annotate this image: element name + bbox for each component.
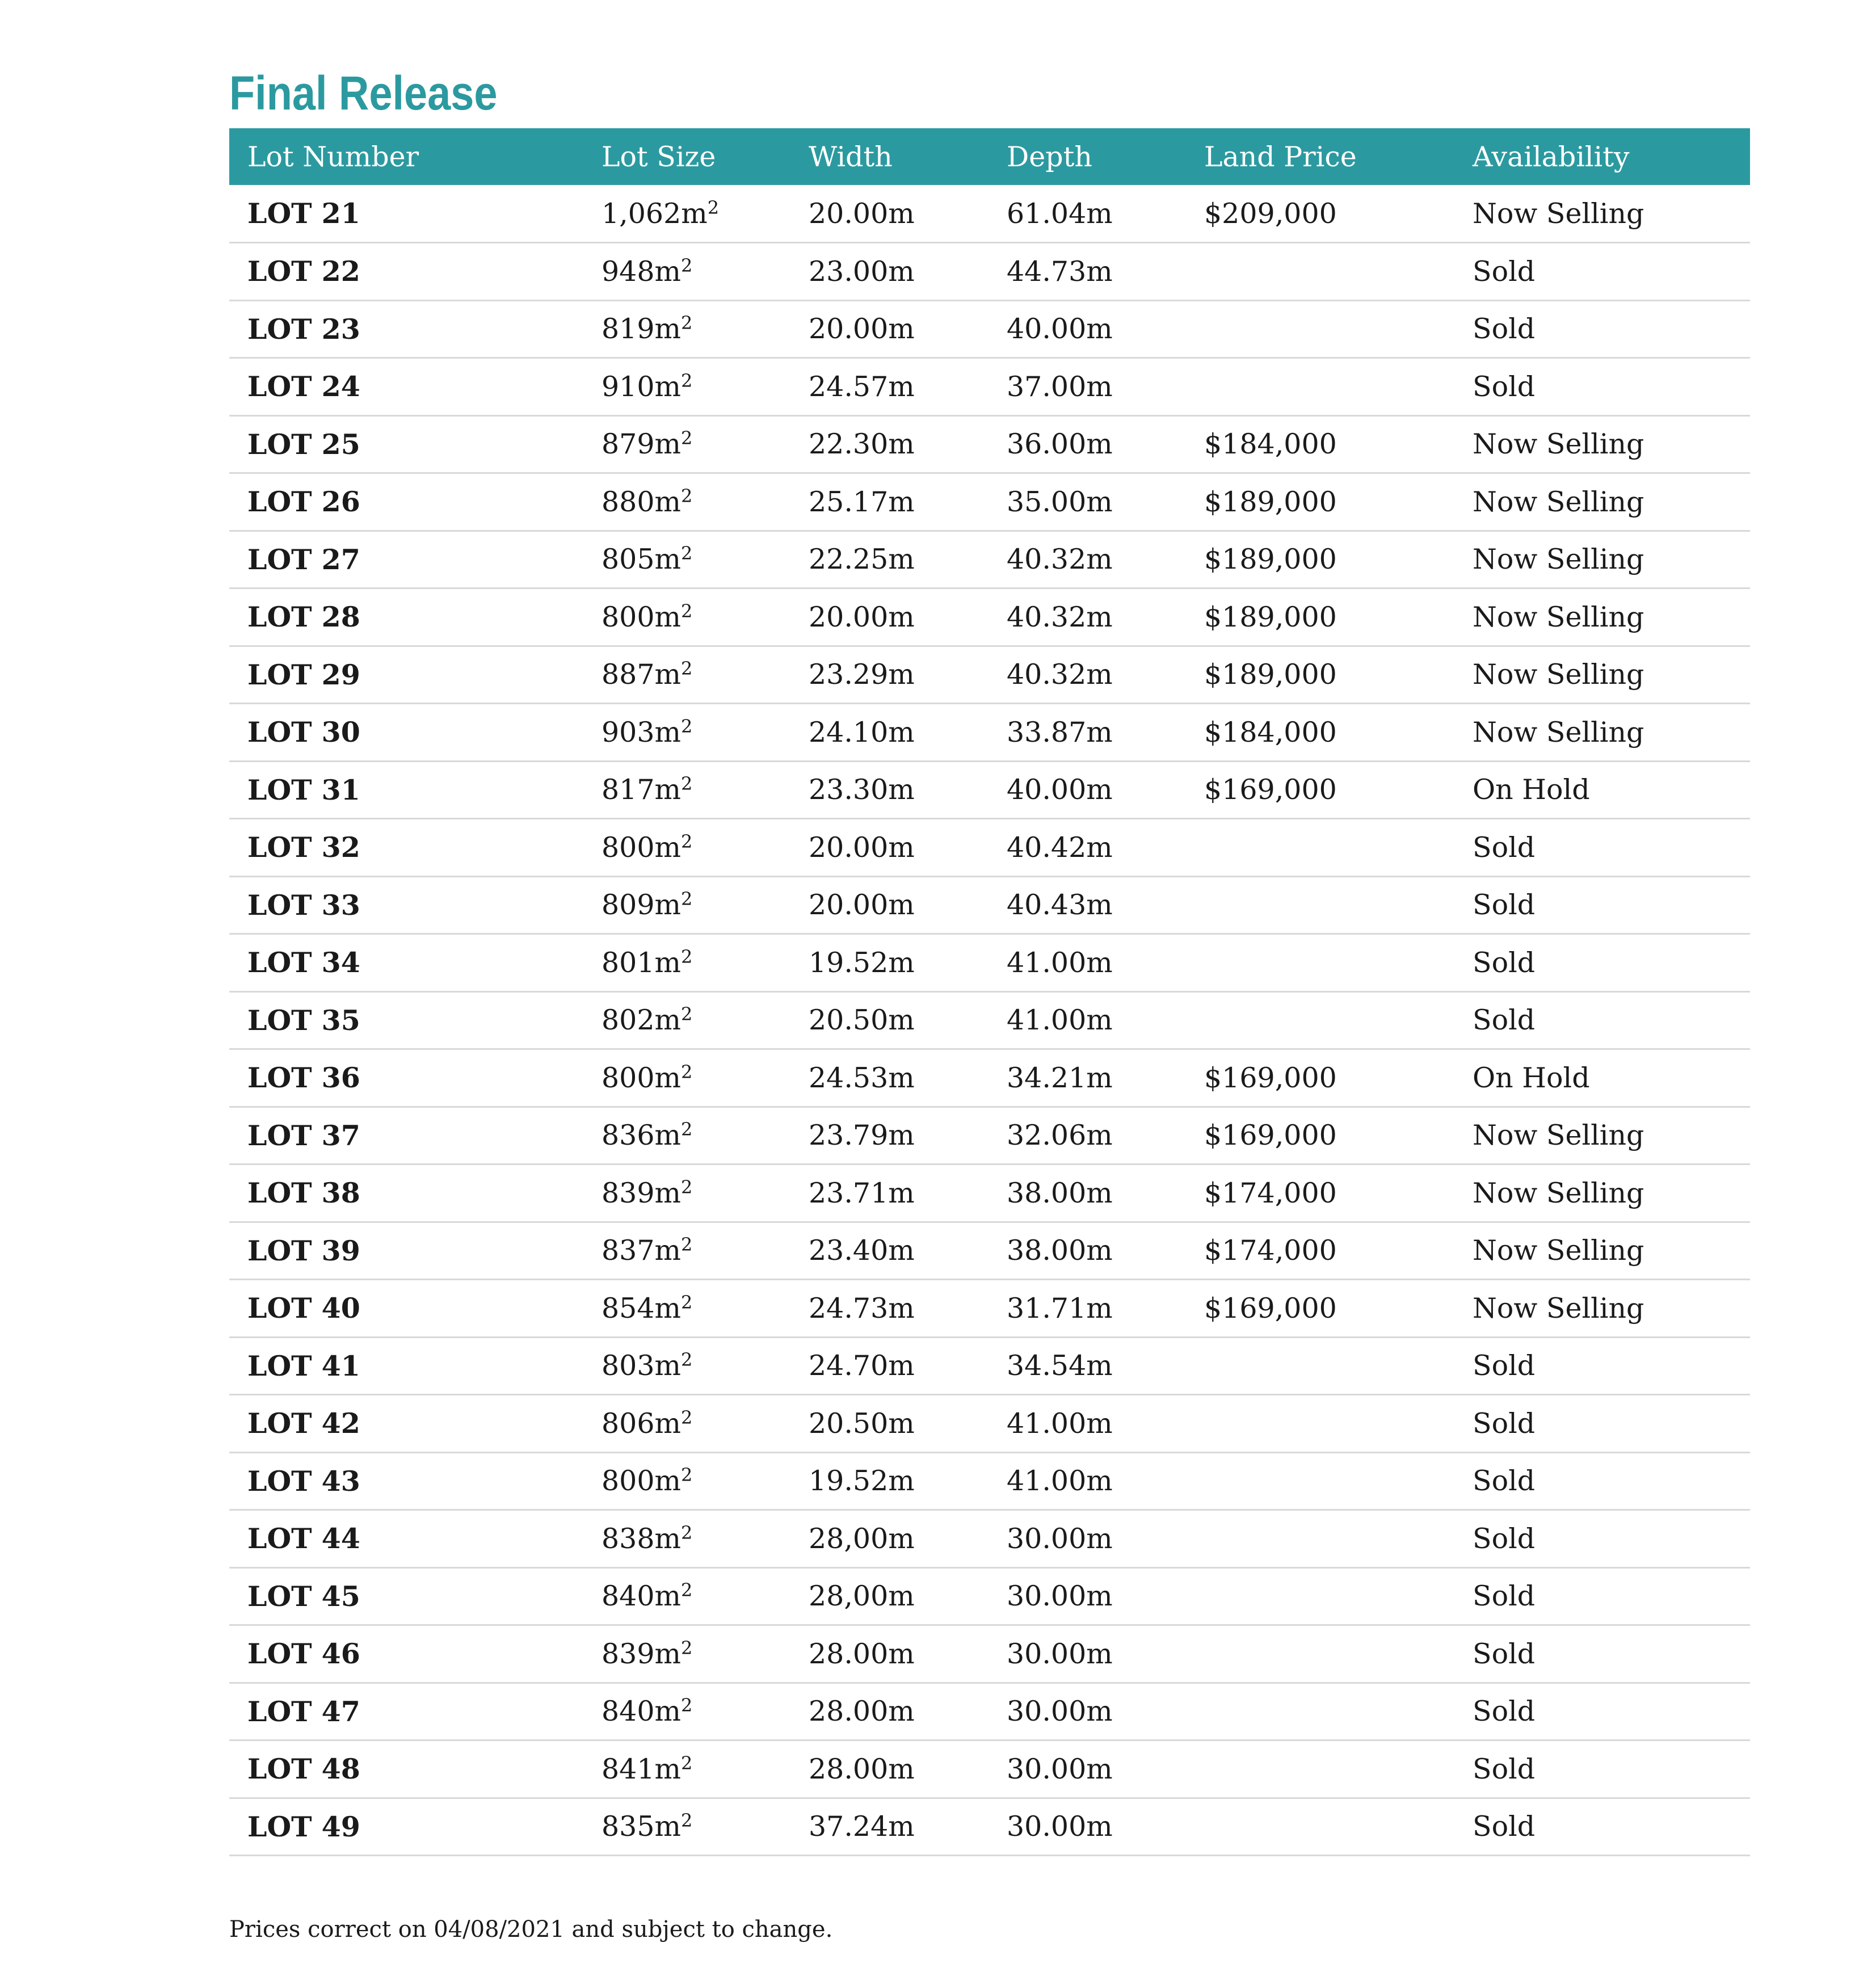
lot-size-value: 879m xyxy=(602,428,681,461)
lot-size-value: 836m xyxy=(602,1119,681,1152)
area-exponent: 2 xyxy=(681,427,693,449)
table-row xyxy=(229,300,1750,358)
depth-cell: 38.00m xyxy=(989,1222,1186,1280)
table-row xyxy=(229,1395,1750,1453)
table-row xyxy=(229,1107,1750,1164)
land-price-cell xyxy=(1186,1395,1454,1453)
area-exponent: 2 xyxy=(681,1003,693,1025)
lot-size-cell xyxy=(583,819,790,877)
depth-cell: 30.00m xyxy=(989,1798,1186,1856)
land-price-cell xyxy=(1186,1337,1454,1395)
lot-number-cell: LOT 25 xyxy=(229,415,583,473)
availability-cell: Now Selling xyxy=(1454,1222,1750,1280)
availability-cell: Sold xyxy=(1454,819,1750,877)
lot-number-cell: LOT 47 xyxy=(229,1683,583,1740)
table-row xyxy=(229,185,1750,243)
width-cell: 25.17m xyxy=(790,473,989,531)
lot-size-cell xyxy=(583,1222,790,1280)
table-header xyxy=(229,128,1750,185)
depth-cell: 38.00m xyxy=(989,1164,1186,1222)
lot-size-value: 1,062m xyxy=(602,197,708,230)
area-exponent: 2 xyxy=(681,1695,693,1717)
availability-cell: Sold xyxy=(1454,1683,1750,1740)
land-price-cell xyxy=(1186,1625,1454,1683)
availability-cell: Now Selling xyxy=(1454,1280,1750,1338)
lot-size-value: 802m xyxy=(602,1004,681,1037)
table-row xyxy=(229,415,1750,473)
width-cell: 20.00m xyxy=(790,876,989,934)
depth-cell: 36.00m xyxy=(989,415,1186,473)
availability-cell: Sold xyxy=(1454,1798,1750,1856)
width-cell: 23.00m xyxy=(790,243,989,301)
area-exponent: 2 xyxy=(681,1637,693,1659)
lot-size-cell xyxy=(583,1567,790,1625)
availability-cell: Sold xyxy=(1454,991,1750,1049)
lot-size-cell xyxy=(583,1798,790,1856)
width-cell: 28.00m xyxy=(790,1740,989,1798)
lot-size-value: 837m xyxy=(602,1234,681,1267)
area-exponent: 2 xyxy=(681,1752,693,1774)
depth-cell: 34.54m xyxy=(989,1337,1186,1395)
availability-cell: Now Selling xyxy=(1454,185,1750,243)
table-row xyxy=(229,1510,1750,1568)
area-exponent: 2 xyxy=(681,254,693,276)
width-cell: 22.25m xyxy=(790,531,989,588)
lot-number-cell: LOT 34 xyxy=(229,934,583,992)
depth-cell: 40.32m xyxy=(989,531,1186,588)
lot-number-cell: LOT 39 xyxy=(229,1222,583,1280)
land-price-cell: $189,000 xyxy=(1186,531,1454,588)
width-cell: 20.00m xyxy=(790,819,989,877)
depth-cell: 31.71m xyxy=(989,1280,1186,1338)
width-cell: 19.52m xyxy=(790,1452,989,1510)
lot-size-value: 839m xyxy=(602,1176,681,1209)
lot-number-cell: LOT 31 xyxy=(229,761,583,819)
lot-number-cell: LOT 22 xyxy=(229,243,583,301)
availability-cell: Now Selling xyxy=(1454,1164,1750,1222)
land-price-cell xyxy=(1186,1567,1454,1625)
table-row xyxy=(229,761,1750,819)
lot-number-cell: LOT 48 xyxy=(229,1740,583,1798)
width-cell: 23.40m xyxy=(790,1222,989,1280)
page-title: Final Release xyxy=(229,66,498,120)
availability-cell: Sold xyxy=(1454,300,1750,358)
lot-number-cell: LOT 41 xyxy=(229,1337,583,1395)
availability-cell: Sold xyxy=(1454,1395,1750,1453)
depth-cell: 30.00m xyxy=(989,1567,1186,1625)
depth-cell: 41.00m xyxy=(989,1395,1186,1453)
header-row xyxy=(229,128,1750,185)
footnote: Prices correct on 04/08/2021 and subject to change. xyxy=(229,1916,833,1943)
header-lot-size: Lot Size xyxy=(583,128,790,185)
lot-size-cell xyxy=(583,1452,790,1510)
depth-cell: 40.43m xyxy=(989,876,1186,934)
depth-cell: 41.00m xyxy=(989,991,1186,1049)
land-price-cell xyxy=(1186,1798,1454,1856)
area-exponent: 2 xyxy=(681,600,693,622)
availability-cell: Sold xyxy=(1454,1337,1750,1395)
lot-number-cell: LOT 23 xyxy=(229,300,583,358)
land-price-cell: $169,000 xyxy=(1186,1107,1454,1164)
lot-size-cell xyxy=(583,243,790,301)
lot-number-cell: LOT 44 xyxy=(229,1510,583,1568)
lot-size-value: 805m xyxy=(602,543,681,576)
land-price-cell xyxy=(1186,1740,1454,1798)
width-cell: 24.53m xyxy=(790,1049,989,1107)
depth-cell: 41.00m xyxy=(989,934,1186,992)
area-exponent: 2 xyxy=(681,485,693,507)
area-exponent: 2 xyxy=(681,715,693,737)
table-row xyxy=(229,1452,1750,1510)
lot-size-value: 806m xyxy=(602,1407,681,1440)
table-row xyxy=(229,1337,1750,1395)
lot-size-value: 840m xyxy=(602,1695,681,1728)
availability-cell: Sold xyxy=(1454,1567,1750,1625)
area-exponent: 2 xyxy=(681,1464,693,1486)
table-row xyxy=(229,819,1750,877)
lot-size-cell xyxy=(583,588,790,646)
depth-cell: 44.73m xyxy=(989,243,1186,301)
availability-cell: Sold xyxy=(1454,1625,1750,1683)
availability-cell: Now Selling xyxy=(1454,415,1750,473)
lot-size-value: 854m xyxy=(602,1292,681,1325)
availability-cell: Now Selling xyxy=(1454,1107,1750,1164)
area-exponent: 2 xyxy=(681,1234,693,1256)
availability-cell: Sold xyxy=(1454,1452,1750,1510)
width-cell: 23.29m xyxy=(790,646,989,704)
table-body xyxy=(229,185,1750,1856)
lot-number-cell: LOT 29 xyxy=(229,646,583,704)
lot-table xyxy=(229,128,1750,1856)
lot-size-cell xyxy=(583,473,790,531)
lot-number-cell: LOT 32 xyxy=(229,819,583,877)
land-price-cell xyxy=(1186,934,1454,992)
width-cell: 28,00m xyxy=(790,1567,989,1625)
depth-cell: 40.32m xyxy=(989,588,1186,646)
lot-size-value: 880m xyxy=(602,485,681,518)
lot-size-value: 903m xyxy=(602,716,681,749)
lot-size-value: 819m xyxy=(602,313,681,346)
lot-size-cell xyxy=(583,1683,790,1740)
width-cell: 23.30m xyxy=(790,761,989,819)
area-exponent: 2 xyxy=(681,369,693,392)
width-cell: 28.00m xyxy=(790,1683,989,1740)
lot-size-cell xyxy=(583,358,790,416)
area-exponent: 2 xyxy=(681,1579,693,1601)
area-exponent: 2 xyxy=(681,773,693,795)
table-row xyxy=(229,1740,1750,1798)
availability-cell: Sold xyxy=(1454,1510,1750,1568)
land-price-cell: $184,000 xyxy=(1186,415,1454,473)
lot-size-cell xyxy=(583,876,790,934)
lot-size-cell xyxy=(583,761,790,819)
width-cell: 20.50m xyxy=(790,991,989,1049)
availability-cell: Now Selling xyxy=(1454,473,1750,531)
land-price-cell xyxy=(1186,1452,1454,1510)
depth-cell: 40.00m xyxy=(989,300,1186,358)
depth-cell: 30.00m xyxy=(989,1683,1186,1740)
table-row xyxy=(229,358,1750,416)
lot-number-cell: LOT 28 xyxy=(229,588,583,646)
lot-size-cell xyxy=(583,415,790,473)
table-row xyxy=(229,934,1750,992)
width-cell: 22.30m xyxy=(790,415,989,473)
area-exponent: 2 xyxy=(707,196,720,218)
availability-cell: On Hold xyxy=(1454,1049,1750,1107)
width-cell: 24.70m xyxy=(790,1337,989,1395)
depth-cell: 40.42m xyxy=(989,819,1186,877)
land-price-cell: $169,000 xyxy=(1186,1280,1454,1338)
lot-number-cell: LOT 43 xyxy=(229,1452,583,1510)
area-exponent: 2 xyxy=(681,1521,693,1544)
width-cell: 24.57m xyxy=(790,358,989,416)
area-exponent: 2 xyxy=(681,1119,693,1141)
lot-number-cell: LOT 24 xyxy=(229,358,583,416)
width-cell: 20.50m xyxy=(790,1395,989,1453)
availability-cell: Sold xyxy=(1454,876,1750,934)
width-cell: 19.52m xyxy=(790,934,989,992)
land-price-cell: $189,000 xyxy=(1186,646,1454,704)
depth-cell: 32.06m xyxy=(989,1107,1186,1164)
availability-cell: Sold xyxy=(1454,934,1750,992)
width-cell: 23.71m xyxy=(790,1164,989,1222)
header-land-price: Land Price xyxy=(1186,128,1454,185)
lot-size-cell xyxy=(583,1280,790,1338)
table-row xyxy=(229,1222,1750,1280)
lot-number-cell: LOT 26 xyxy=(229,473,583,531)
header-lot-number: Lot Number xyxy=(229,128,583,185)
width-cell: 28.00m xyxy=(790,1625,989,1683)
header-width: Width xyxy=(790,128,989,185)
area-exponent: 2 xyxy=(681,543,693,565)
area-exponent: 2 xyxy=(681,1291,693,1313)
land-price-cell xyxy=(1186,991,1454,1049)
depth-cell: 40.00m xyxy=(989,761,1186,819)
width-cell: 24.73m xyxy=(790,1280,989,1338)
availability-cell: Sold xyxy=(1454,1740,1750,1798)
availability-cell: Now Selling xyxy=(1454,646,1750,704)
table-row xyxy=(229,704,1750,762)
lot-size-value: 887m xyxy=(602,658,681,691)
lot-size-value: 803m xyxy=(602,1349,681,1382)
lot-number-cell: LOT 27 xyxy=(229,531,583,588)
land-price-cell xyxy=(1186,300,1454,358)
area-exponent: 2 xyxy=(681,1810,693,1832)
lot-size-cell xyxy=(583,1510,790,1568)
lot-size-value: 840m xyxy=(602,1580,681,1613)
lot-size-cell xyxy=(583,185,790,243)
depth-cell: 30.00m xyxy=(989,1740,1186,1798)
lot-size-cell xyxy=(583,1337,790,1395)
width-cell: 23.79m xyxy=(790,1107,989,1164)
width-cell: 24.10m xyxy=(790,704,989,762)
lot-size-cell xyxy=(583,300,790,358)
land-price-cell: $174,000 xyxy=(1186,1222,1454,1280)
lot-number-cell: LOT 30 xyxy=(229,704,583,762)
table-row xyxy=(229,473,1750,531)
lot-size-value: 800m xyxy=(602,1465,681,1498)
lot-size-cell xyxy=(583,1164,790,1222)
land-price-cell xyxy=(1186,819,1454,877)
table-row xyxy=(229,1049,1750,1107)
lot-size-value: 841m xyxy=(602,1752,681,1785)
area-exponent: 2 xyxy=(681,945,693,968)
lot-number-cell: LOT 40 xyxy=(229,1280,583,1338)
lot-number-cell: LOT 42 xyxy=(229,1395,583,1453)
width-cell: 20.00m xyxy=(790,588,989,646)
table-row xyxy=(229,1798,1750,1856)
lot-size-cell xyxy=(583,991,790,1049)
lot-number-cell: LOT 33 xyxy=(229,876,583,934)
lot-size-cell xyxy=(583,1395,790,1453)
land-price-cell: $169,000 xyxy=(1186,761,1454,819)
width-cell: 20.00m xyxy=(790,185,989,243)
lot-size-cell xyxy=(583,1049,790,1107)
table-row xyxy=(229,1567,1750,1625)
land-price-cell: $209,000 xyxy=(1186,185,1454,243)
depth-cell: 33.87m xyxy=(989,704,1186,762)
availability-cell: On Hold xyxy=(1454,761,1750,819)
lot-size-cell xyxy=(583,934,790,992)
table-row xyxy=(229,1280,1750,1338)
lot-size-value: 948m xyxy=(602,255,681,288)
availability-cell: Sold xyxy=(1454,358,1750,416)
depth-cell: 40.32m xyxy=(989,646,1186,704)
area-exponent: 2 xyxy=(681,888,693,910)
area-exponent: 2 xyxy=(681,312,693,334)
availability-cell: Sold xyxy=(1454,243,1750,301)
lot-size-value: 800m xyxy=(602,600,681,633)
lot-size-value: 910m xyxy=(602,370,681,403)
land-price-cell: $169,000 xyxy=(1186,1049,1454,1107)
depth-cell: 61.04m xyxy=(989,185,1186,243)
availability-cell: Now Selling xyxy=(1454,704,1750,762)
width-cell: 37.24m xyxy=(790,1798,989,1856)
lot-size-cell xyxy=(583,646,790,704)
lot-size-value: 835m xyxy=(602,1810,681,1843)
land-price-cell xyxy=(1186,876,1454,934)
lot-number-cell: LOT 21 xyxy=(229,185,583,243)
depth-cell: 41.00m xyxy=(989,1452,1186,1510)
land-price-cell: $174,000 xyxy=(1186,1164,1454,1222)
lot-size-value: 839m xyxy=(602,1637,681,1670)
lot-size-value: 800m xyxy=(602,1061,681,1094)
table-row xyxy=(229,1164,1750,1222)
table-row xyxy=(229,876,1750,934)
table-row xyxy=(229,1625,1750,1683)
lot-number-cell: LOT 35 xyxy=(229,991,583,1049)
depth-cell: 30.00m xyxy=(989,1510,1186,1568)
land-price-cell xyxy=(1186,358,1454,416)
land-price-cell xyxy=(1186,243,1454,301)
land-price-cell: $189,000 xyxy=(1186,588,1454,646)
table-row xyxy=(229,531,1750,588)
lot-number-cell: LOT 37 xyxy=(229,1107,583,1164)
header-availability: Availability xyxy=(1454,128,1750,185)
depth-cell: 34.21m xyxy=(989,1049,1186,1107)
depth-cell: 30.00m xyxy=(989,1625,1186,1683)
lot-size-value: 809m xyxy=(602,889,681,922)
area-exponent: 2 xyxy=(681,1406,693,1428)
width-cell: 28,00m xyxy=(790,1510,989,1568)
area-exponent: 2 xyxy=(681,1349,693,1371)
table-row xyxy=(229,588,1750,646)
area-exponent: 2 xyxy=(681,830,693,852)
lot-size-cell xyxy=(583,1625,790,1683)
lot-size-cell xyxy=(583,1107,790,1164)
table-row xyxy=(229,646,1750,704)
lot-size-cell xyxy=(583,704,790,762)
lot-size-value: 817m xyxy=(602,773,681,806)
land-price-cell: $184,000 xyxy=(1186,704,1454,762)
area-exponent: 2 xyxy=(681,658,693,680)
table-row xyxy=(229,243,1750,301)
lot-number-cell: LOT 38 xyxy=(229,1164,583,1222)
lot-number-cell: LOT 45 xyxy=(229,1567,583,1625)
area-exponent: 2 xyxy=(681,1061,693,1083)
lot-size-value: 801m xyxy=(602,946,681,979)
land-price-cell: $189,000 xyxy=(1186,473,1454,531)
availability-cell: Now Selling xyxy=(1454,588,1750,646)
table-row xyxy=(229,991,1750,1049)
lot-size-value: 800m xyxy=(602,831,681,864)
lot-number-cell: LOT 49 xyxy=(229,1798,583,1856)
availability-cell: Now Selling xyxy=(1454,531,1750,588)
lot-size-value: 838m xyxy=(602,1522,681,1555)
lot-size-cell xyxy=(583,1740,790,1798)
depth-cell: 37.00m xyxy=(989,358,1186,416)
land-price-cell xyxy=(1186,1683,1454,1740)
lot-number-cell: LOT 36 xyxy=(229,1049,583,1107)
table-row xyxy=(229,1683,1750,1740)
header-depth: Depth xyxy=(989,128,1186,185)
width-cell: 20.00m xyxy=(790,300,989,358)
lot-number-cell: LOT 46 xyxy=(229,1625,583,1683)
depth-cell: 35.00m xyxy=(989,473,1186,531)
lot-size-cell xyxy=(583,531,790,588)
area-exponent: 2 xyxy=(681,1176,693,1198)
land-price-cell xyxy=(1186,1510,1454,1568)
